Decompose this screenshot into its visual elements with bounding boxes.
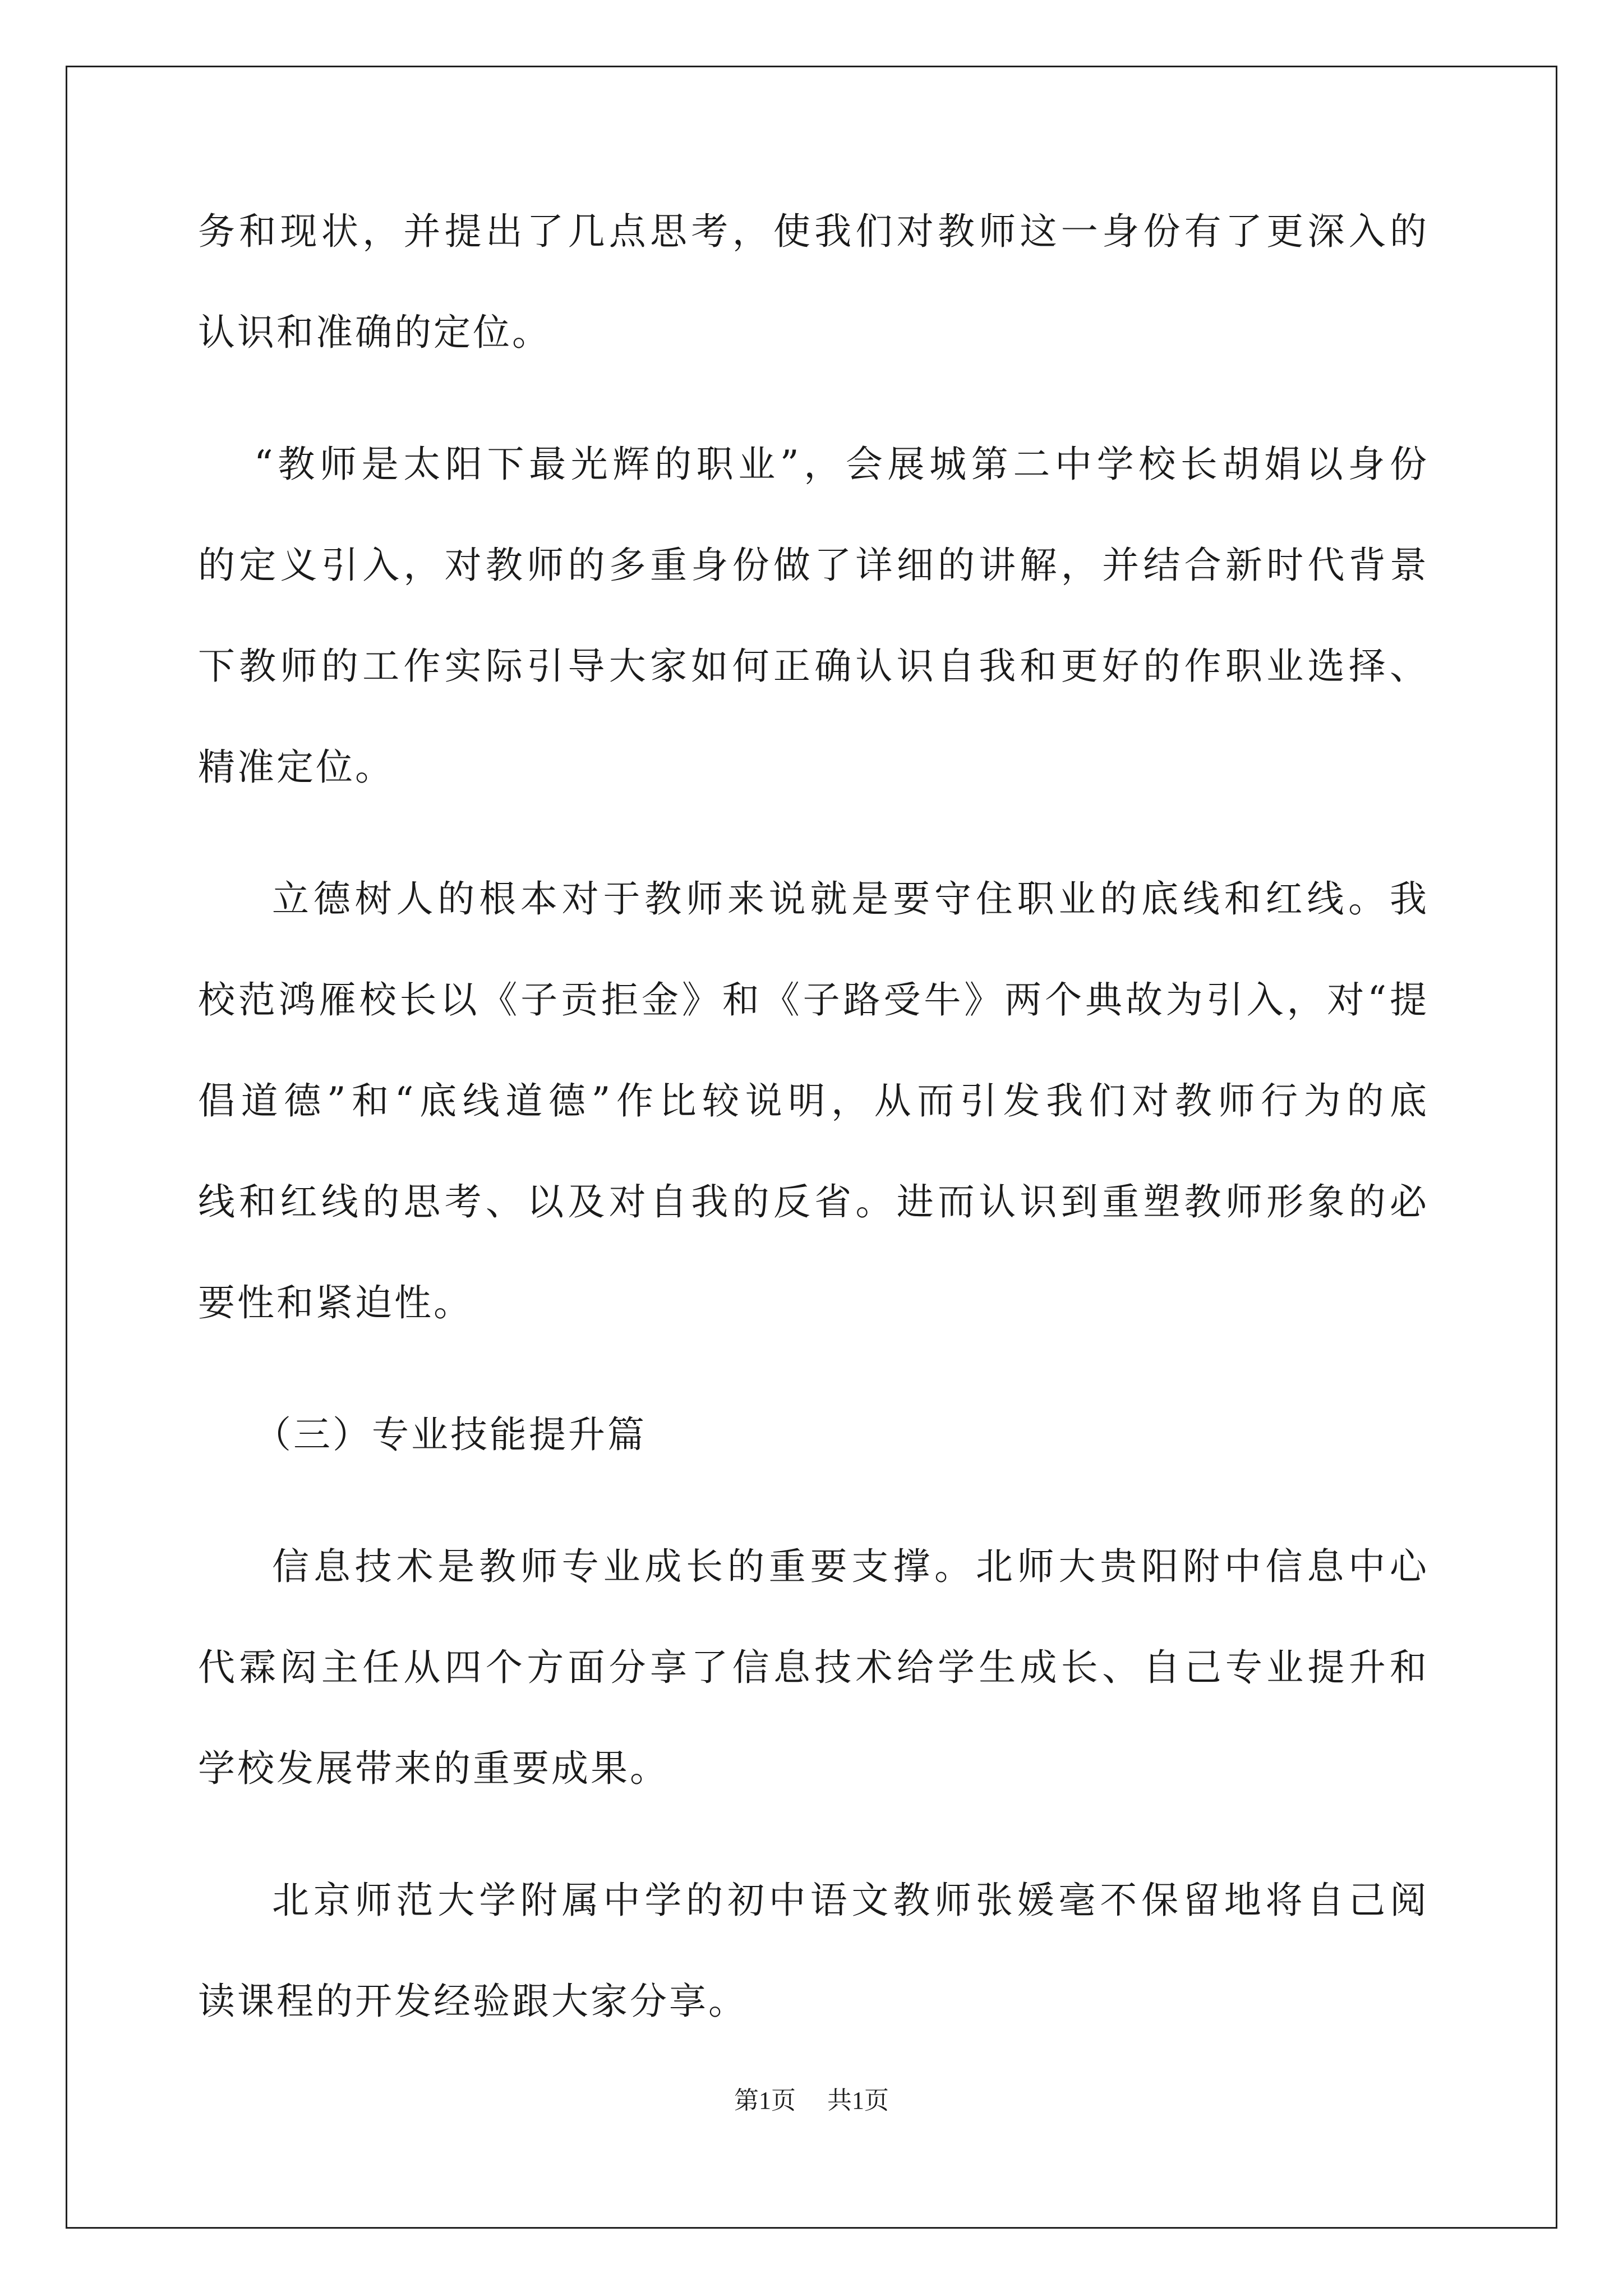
section-heading: （三）专业技能提升篇 <box>254 1413 647 1456</box>
paragraph-line: 倡道德”和“底线道德”作比较说明，从而引发我们对教师行为的底 <box>198 1079 1429 1122</box>
page-number: 第1页 <box>734 2087 796 2114</box>
paragraph-line: 读课程的开发经验跟大家分享。 <box>198 1980 748 2023</box>
paragraph-line: 信息技术是教师专业成长的重要支撑。北师大贵阳附中信息中心 <box>272 1545 1429 1588</box>
paragraph-line: 立德树人的根本对于教师来说就是要守住职业的底线和红线。我 <box>272 877 1429 921</box>
paragraph-line: 精准定位。 <box>198 746 394 789</box>
paragraph-line: 要性和紧迫性。 <box>198 1281 473 1324</box>
paragraph-line: “教师是太阳下最光辉的职业”，会展城第二中学校长胡娟以身份 <box>254 443 1429 486</box>
paragraph-line: 线和红线的思考、以及对自我的反省。进而认识到重塑教师形象的必 <box>198 1180 1429 1223</box>
paragraph-line: 学校发展带来的重要成果。 <box>198 1747 669 1790</box>
paragraph-line: 北京师范大学附属中学的初中语文教师张媛毫不保留地将自己阅 <box>272 1879 1429 1922</box>
paragraph-line: 代霖闳主任从四个方面分享了信息技术给学生成长、自己专业提升和 <box>198 1646 1429 1689</box>
paragraph-line: 务和现状，并提出了几点思考，使我们对教师这一身份有了更深入的 <box>198 210 1429 253</box>
page-footer <box>0 2084 1623 2118</box>
paragraph-line: 下教师的工作实际引导大家如何正确认识自我和更好的作职业选择、 <box>198 645 1429 688</box>
paragraph-line: 校范鸿雁校长以《子贡拒金》和《子路受牛》两个典故为引入，对“提 <box>198 978 1429 1022</box>
page-total: 共1页 <box>827 2087 889 2114</box>
paragraph-line: 的定义引入，对教师的多重身份做了详细的讲解，并结合新时代背景 <box>198 544 1429 587</box>
paragraph-line: 认识和准确的定位。 <box>198 311 551 354</box>
